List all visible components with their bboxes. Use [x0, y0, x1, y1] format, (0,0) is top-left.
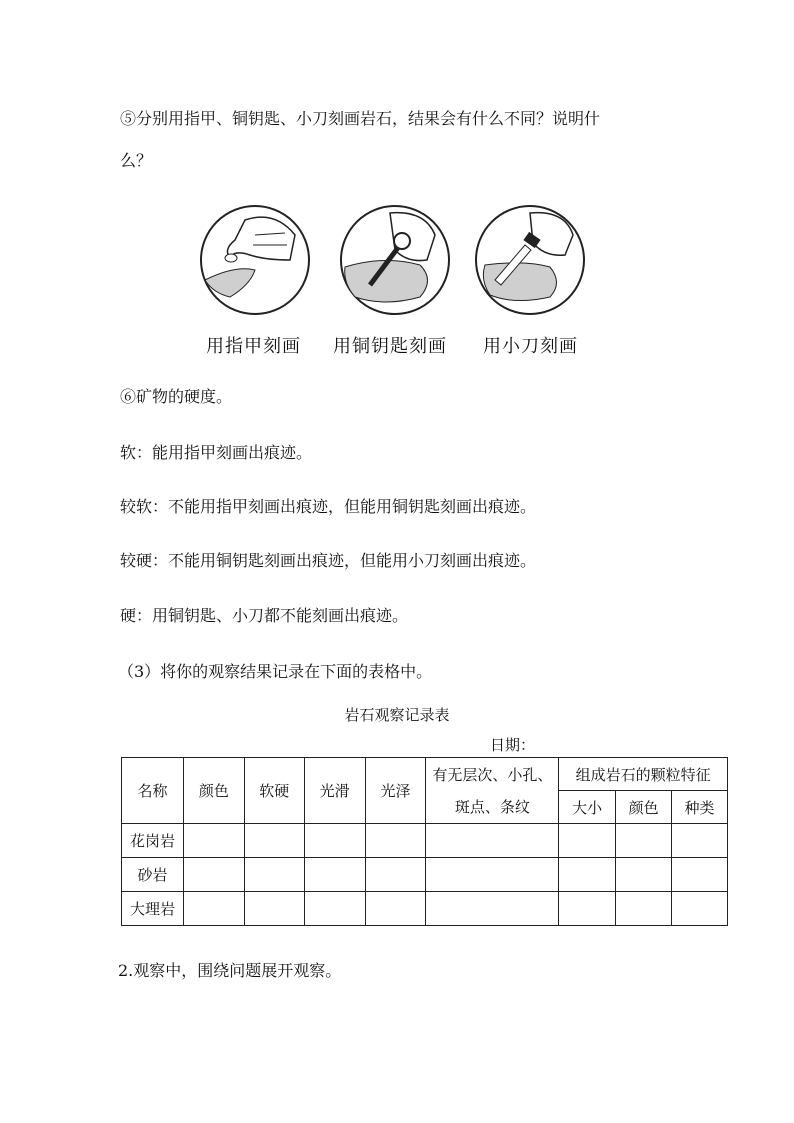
header-layers	[426, 758, 559, 824]
row-label-sandstone: 砂岩	[122, 858, 184, 892]
hardness-hard: 硬：用铜钥匙、小刀都不能刻画出痕迹。	[120, 606, 409, 625]
q6-title: ⑥矿物的硬度。	[120, 387, 233, 406]
header-luster: 光泽	[365, 758, 426, 824]
caption-fingernail: 用指甲刻画	[206, 336, 301, 357]
scratch-illustration	[195, 205, 635, 315]
hardness-soft: 软：能用指甲刻画出痕迹。	[120, 443, 313, 462]
date-label: 日期：	[490, 736, 536, 754]
fingernail-scratch-icon	[201, 206, 309, 314]
section-2: 2.观察中，围绕问题展开观察。	[118, 961, 342, 980]
q5-line2: 么？	[120, 151, 153, 170]
table-title: 岩石观察记录表	[344, 706, 450, 724]
header-grain-size: 大小	[559, 791, 616, 824]
row-label-marble: 大理岩	[122, 892, 184, 926]
header-grain-features: 组成岩石的颗粒特征	[559, 758, 728, 791]
q3-instruction: （3）将你的观察结果记录在下面的表格中。	[118, 662, 433, 681]
hardness-fairly-soft: 较软：不能用指甲刻画出痕迹，但能用铜钥匙刻画出痕迹。	[120, 497, 537, 516]
q5-line1: ⑤分别用指甲、铜钥匙、小刀刻画岩石，结果会有什么不同？说明什	[120, 109, 601, 128]
header-grain-color: 颜色	[616, 791, 672, 824]
header-hardness: 软硬	[244, 758, 304, 824]
caption-knife: 用小刀刻画	[483, 336, 578, 357]
header-grain-type: 种类	[672, 791, 728, 824]
row-label-granite: 花岗岩	[122, 824, 184, 858]
header-name: 名称	[122, 758, 184, 824]
header-color: 颜色	[183, 758, 244, 824]
copper-key-scratch-icon	[341, 206, 449, 314]
rock-observation-table	[121, 757, 728, 926]
caption-copper-key: 用铜钥匙刻画	[333, 336, 447, 357]
hardness-fairly-hard: 较硬：不能用铜钥匙刻画出痕迹，但能用小刀刻画出痕迹。	[120, 551, 537, 570]
header-smoothness: 光滑	[304, 758, 365, 824]
knife-scratch-icon	[476, 206, 584, 314]
header-layers-line1: 有无层次、小孔、	[432, 765, 553, 784]
header-layers-line2: 斑点、条纹	[454, 797, 530, 816]
